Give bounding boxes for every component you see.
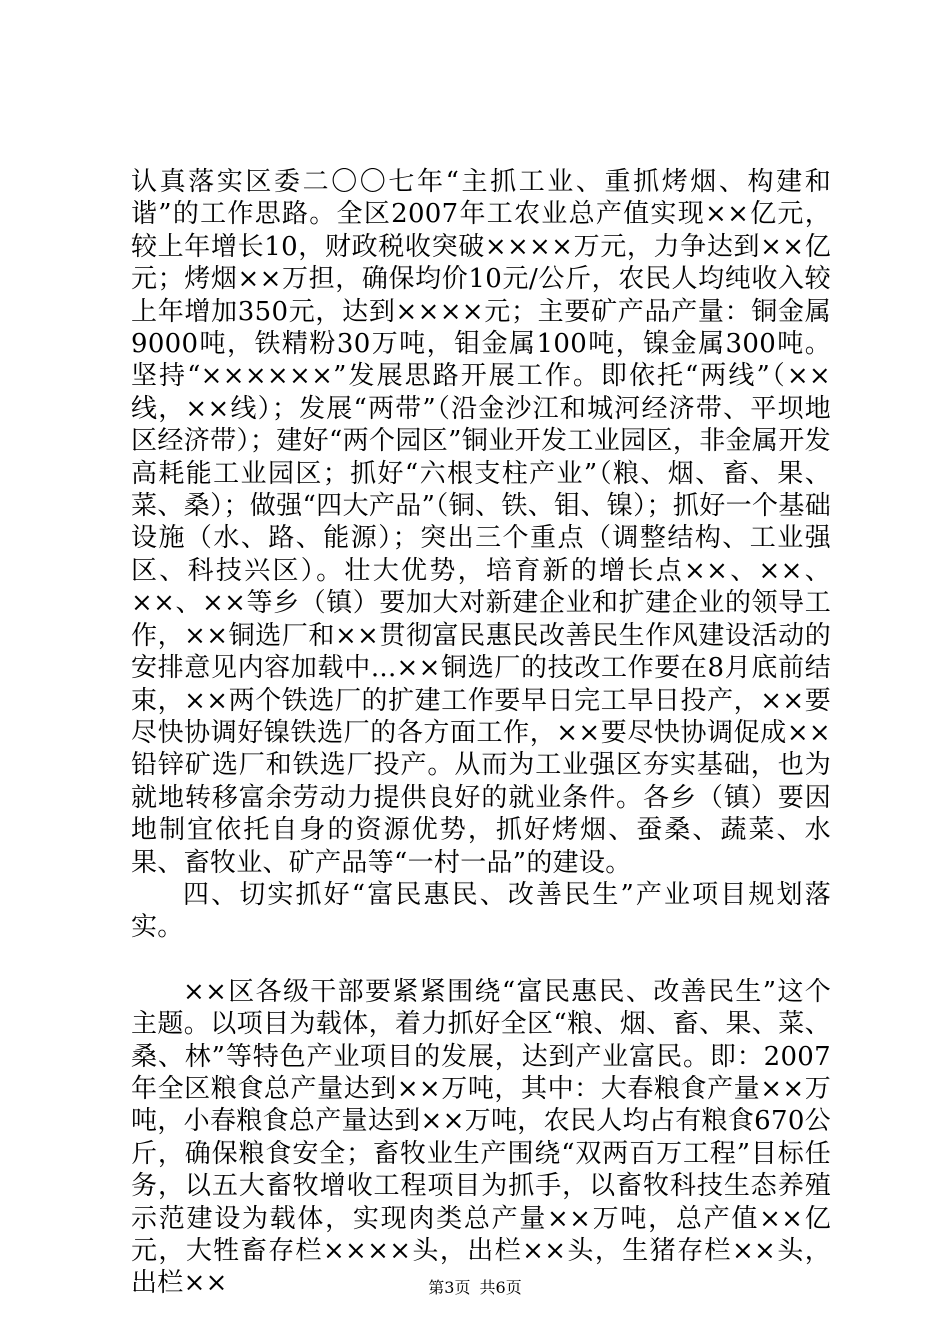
page-total: 共6页 [479,1278,522,1297]
page-footer [0,1278,950,1298]
body-paragraph: ××区各级干部要紧紧围绕“富民惠民、改善民生”这个主题。以项目为载体，着力抓好全区“粮、烟、畜、果、菜、桑、林”等特色产业项目的发展，达到产业富民。即：2007年全区粮食总产量达到××万吨，其中：大春粮食产量××万吨，小春粮食总产量达到××万吨，农民人均占有粮食670公斤，确保粮食安全；畜牧业生产围绕“双两百万工程”目标任务，以五大畜牧增收工程项目为抓手，以畜牧科技生态养殖示范建设为载体，实现肉类总产量××万吨，总产值××亿元，大牲畜存栏××××头，出栏××头，生猪存栏××头，出栏×× [131,976,831,1299]
section-heading: 四、切实抓好“富民惠民、改善民生”产业项目规划落实。 [131,879,831,943]
page-number: 第3页 [428,1278,471,1297]
document-body [131,166,831,1300]
body-paragraph: 认真落实区委二〇〇七年“主抓工业、重抓烤烟、构建和谐”的工作思路。全区2007年工农业总产值实现××亿元，较上年增长10，财政税收突破××××万元，力争达到××亿元；烤烟××万担，确保均价10元/公斤，农民人均纯收入较上年增加350元，达到××××元；主要矿产品产量：铜金属9000吨，铁精粉30万吨，钼金属100吨，镍金属300吨。坚持“××××××”发展思路开展工作。即依托“两线”（××线，××线）；发展“两带”（沿金沙江和城河经济带、平坝地区经济带）；建好“两个园区”铜业开发工业园区，非金属开发高耗能工业园区；抓好“六根支柱产业”（粮、烟、畜、果、菜、桑）；做强“四大产品”（铜、铁、钼、镍）；抓好一个基础设施（水、路、能源）；突出三个重点（调整结构、工业强区、科技兴区）。壮大优势，培育新的增长点××、××、××、××等乡（镇）要加大对新建企业和扩建企业的领导工作，××铜选厂和××贯彻富民惠民改善民生作风建设活动的安排意见内容加载中...××铜选厂的技改工作要在8月底前结束，××两个铁选厂的扩建工作要早日完工早日投产，××要尽快协调好镍铁选厂的各方面工作，××要尽快协调促成××铅锌矿选厂和铁选厂投产。从而为工业强区夯实基础，也为就地转移富余劳动力提供良好的就业条件。各乡（镇）要因地制宜依托自身的资源优势，抓好烤烟、蚕桑、蔬菜、水果、畜牧业、矿产品等“一村一品”的建设。 [131,167,831,878]
